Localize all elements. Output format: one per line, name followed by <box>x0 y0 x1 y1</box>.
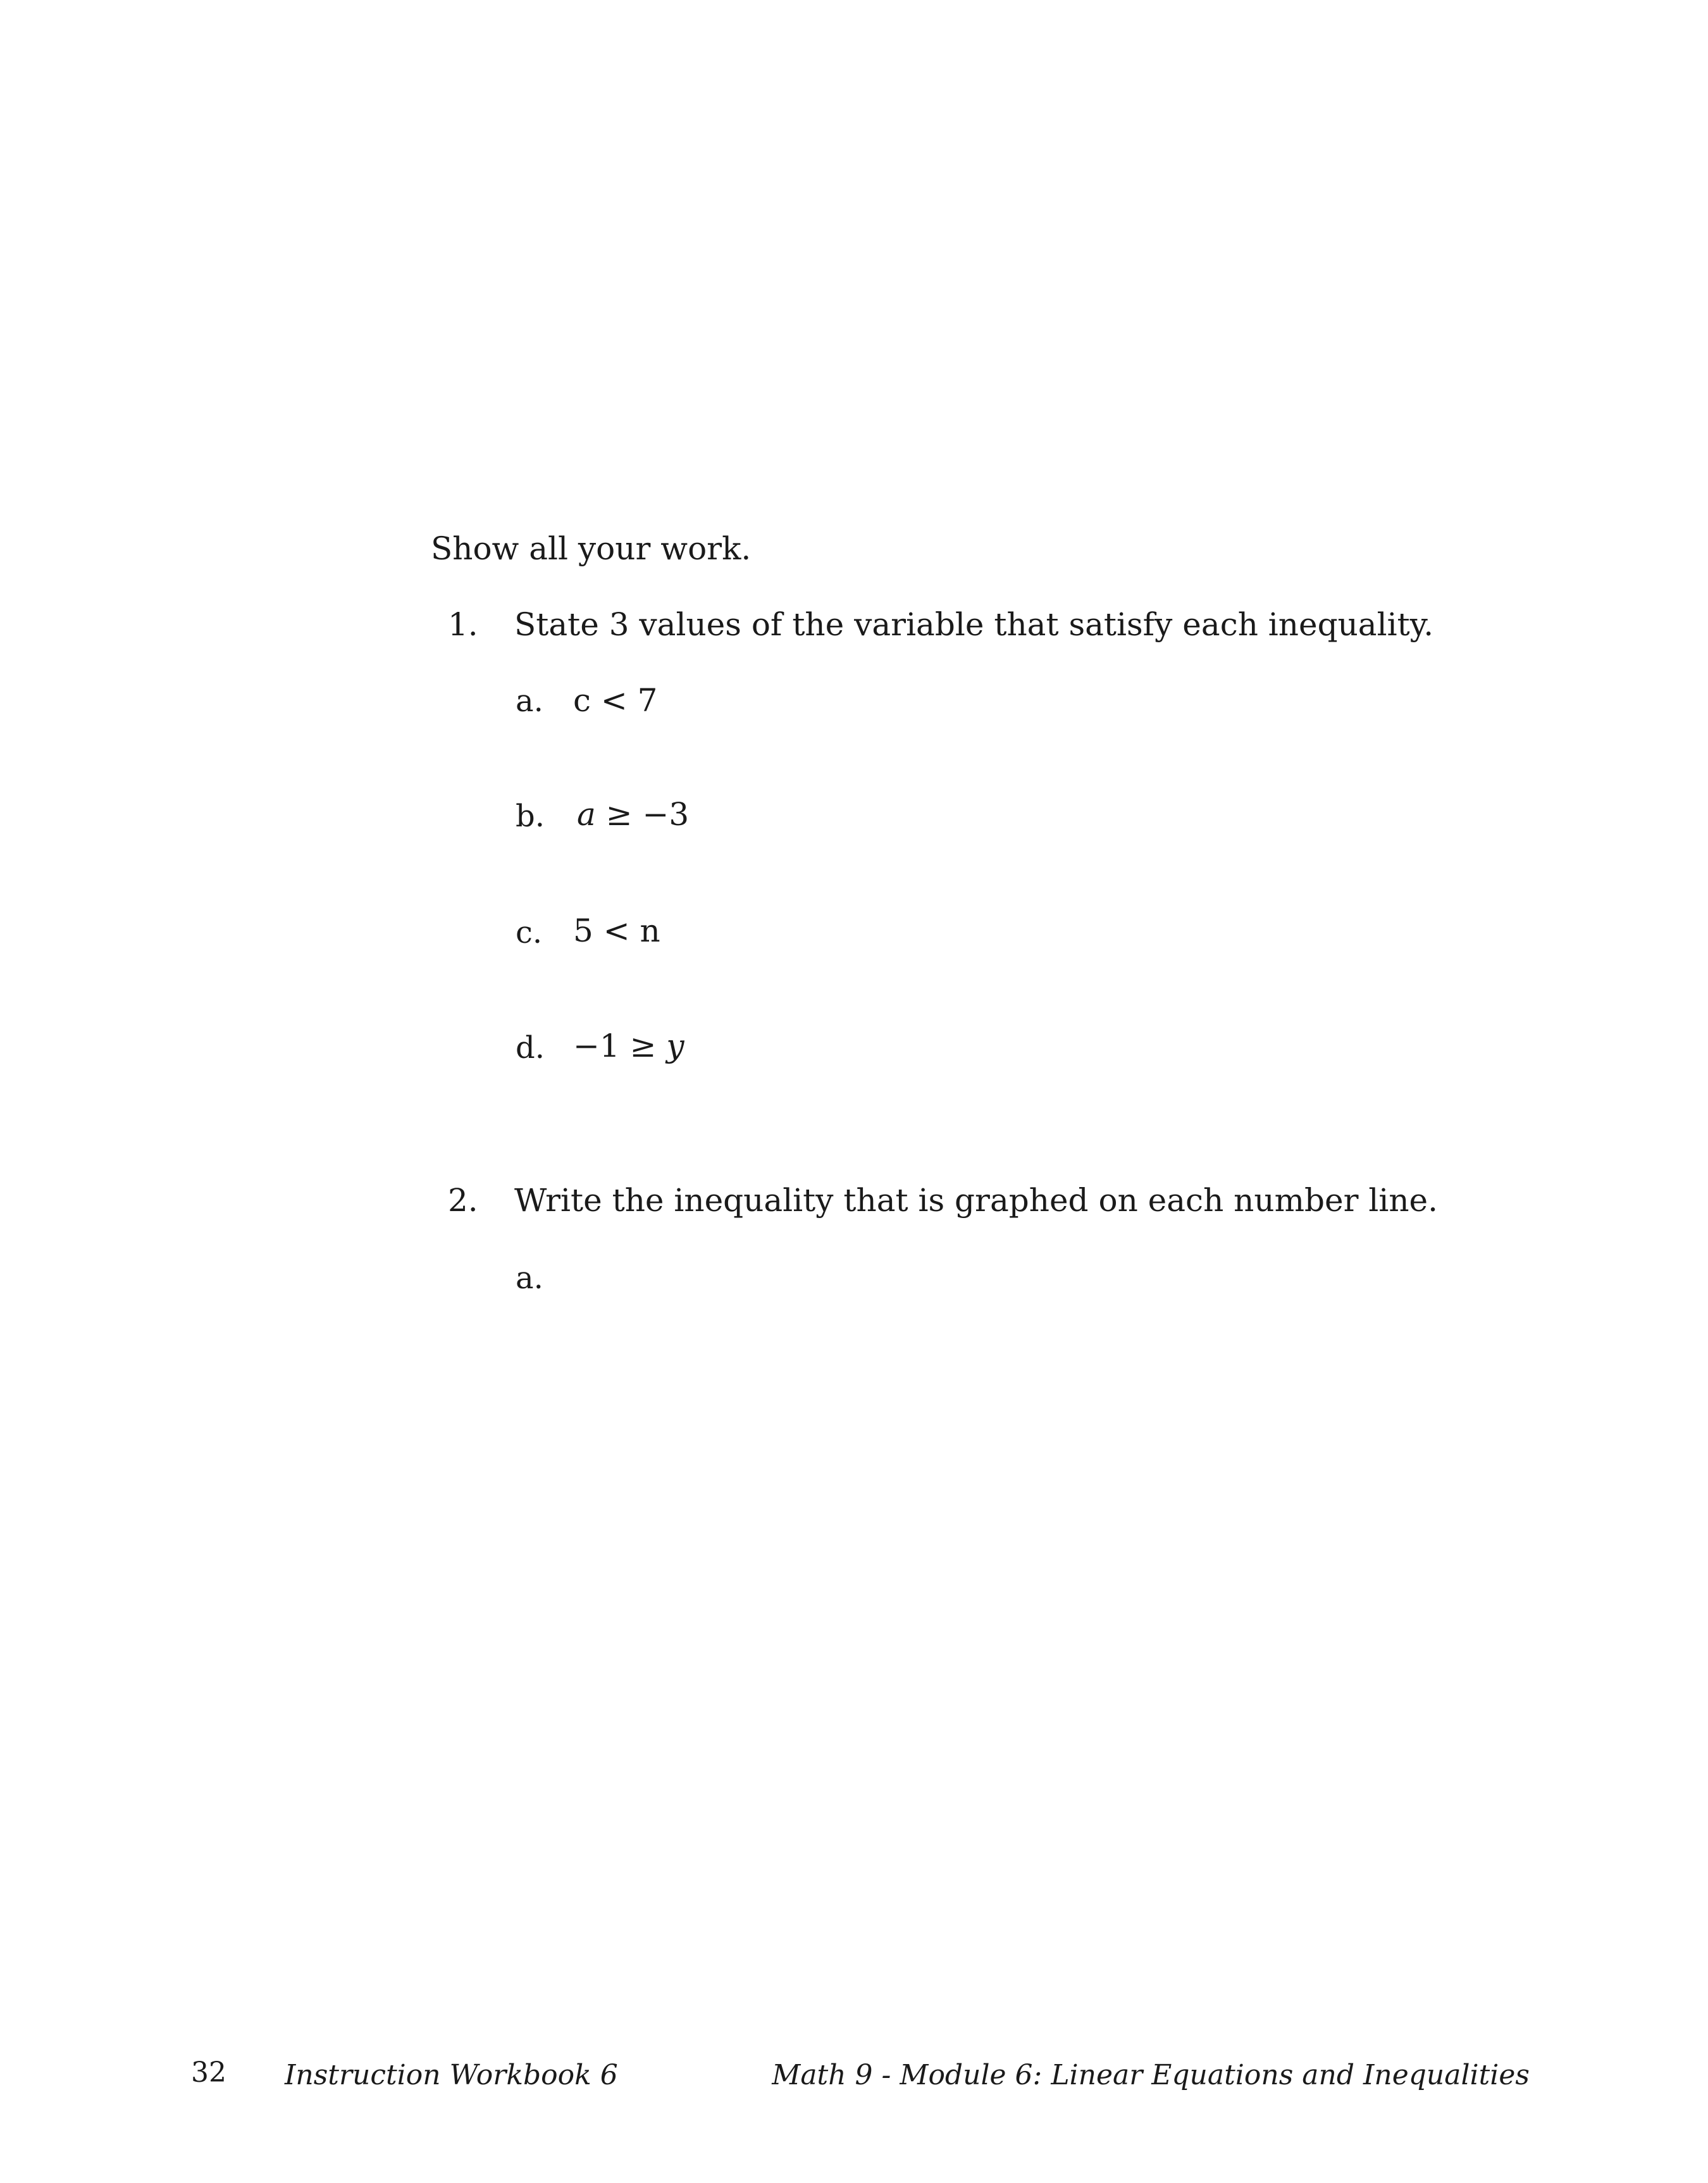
question-1-text: State 3 values of the variable that satisfy each inequality. <box>514 606 1434 643</box>
question-1d-label: d. <box>516 1030 545 1066</box>
question-1d-inequality <box>573 1028 684 1064</box>
question-1-number: 1. <box>448 606 478 643</box>
question-2-text: Write the inequality that is graphed on each number line. <box>514 1182 1439 1219</box>
question-2-number: 2. <box>448 1182 478 1219</box>
page-number: 32 <box>191 2056 226 2089</box>
inequality-lead: −1 ≥ <box>573 1028 667 1064</box>
question-1a-label: a. <box>516 683 543 719</box>
variable-y: y <box>666 1028 684 1064</box>
question-1b-label: b. <box>516 799 545 834</box>
question-1c-inequality: 5 < n <box>573 912 660 949</box>
question-1c-label: c. <box>516 915 543 950</box>
question-1b-inequality <box>577 796 689 833</box>
footer-workbook-title: Instruction Workbook 6 <box>285 2059 618 2091</box>
footer-module-title: Math 9 - Module 6: Linear Equations and Inequalities <box>772 2059 1530 2091</box>
question-1a-inequality: c < 7 <box>573 682 658 719</box>
question-2a-label: a. <box>516 1260 543 1296</box>
instruction-text: Show all your work. <box>431 530 752 567</box>
inequality-rest: ≥ −3 <box>595 796 690 833</box>
variable-a: a <box>577 796 596 833</box>
